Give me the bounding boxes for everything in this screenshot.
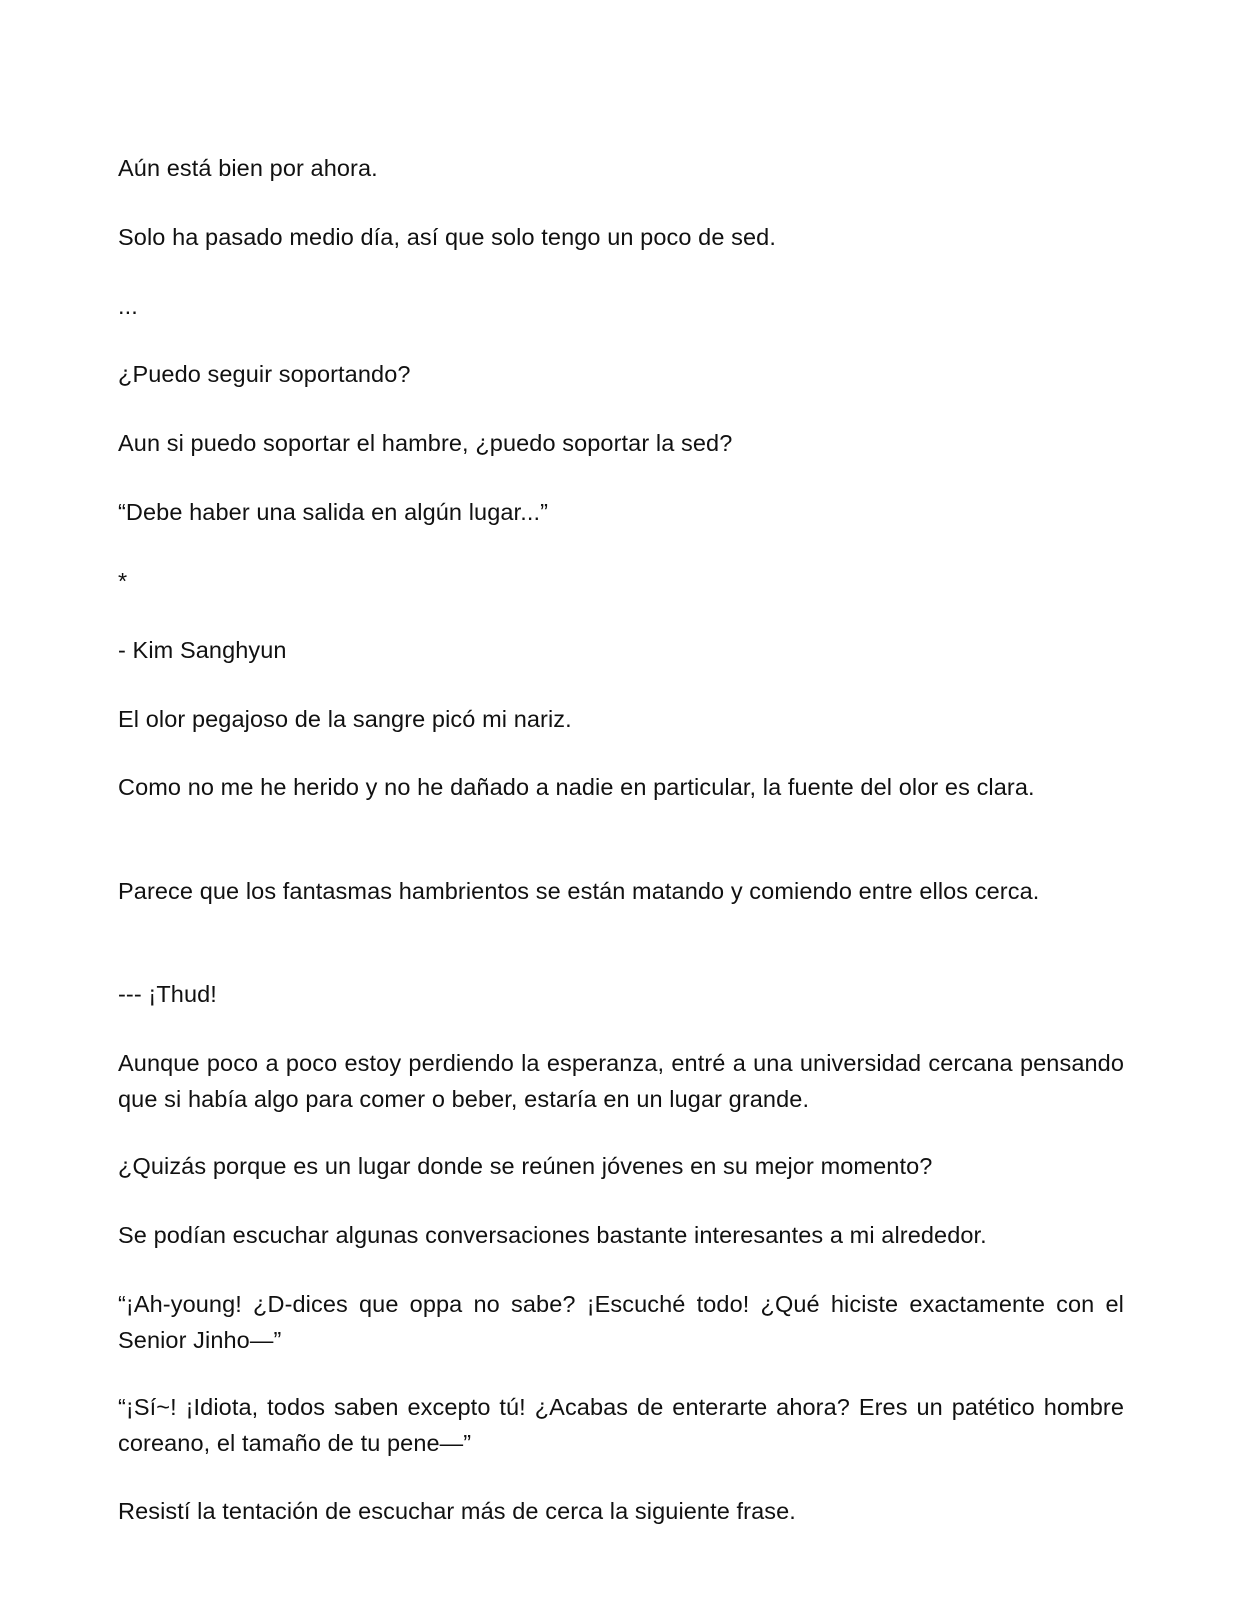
paragraph-1: Aún está bien por ahora. (118, 155, 378, 181)
paragraph-3: ... (118, 293, 138, 319)
paragraph-12: --- ¡Thud! (118, 981, 217, 1007)
paragraph-15: Se podían escuchar algunas conversaciones bastante interesantes a mi alrededor. (118, 1222, 987, 1248)
paragraph-5: Aun si puedo soportar el hambre, ¿puedo soportar la sed? (118, 430, 733, 456)
paragraph-6: “Debe haber una salida en algún lugar...” (118, 499, 549, 525)
paragraph-11: Parece que los fantasmas hambrientos se están matando y comiendo entre ellos cerca. (118, 878, 1040, 904)
paragraph-14: ¿Quizás porque es un lugar donde se reúnen jóvenes en su mejor momento? (118, 1153, 933, 1179)
paragraph-10: Como no me he herido y no he dañado a nadie en particular, la fuente del olor es clara. (118, 774, 1035, 800)
paragraph-2: Solo ha pasado medio día, así que solo tengo un poco de sed. (118, 224, 776, 250)
paragraph-4: ¿Puedo seguir soportando? (118, 361, 411, 387)
paragraph-16: “¡Ah-young! ¿D-dices que oppa no sabe? ¡Escuché todo! ¿Qué hiciste exactamente con el Senior Jinho—” (118, 1291, 1124, 1353)
paragraph-18: Resistí la tentación de escuchar más de cerca la siguiente frase. (118, 1498, 796, 1524)
paragraph-7: * (118, 568, 128, 594)
paragraph-9: El olor pegajoso de la sangre picó mi nariz. (118, 706, 572, 732)
paragraph-13: Aunque poco a poco estoy perdiendo la esperanza, entré a una universidad cercana pensando que si había algo para comer o beber, estaría en un lugar grande. (118, 1050, 1124, 1112)
paragraph-17: “¡Sí~! ¡Idiota, todos saben excepto tú! ¿Acabas de enterarte ahora? Eres un patético hombre coreano, el tamaño de tu pene—” (118, 1394, 1124, 1456)
paragraph-8: - Kim Sanghyun (118, 637, 287, 663)
